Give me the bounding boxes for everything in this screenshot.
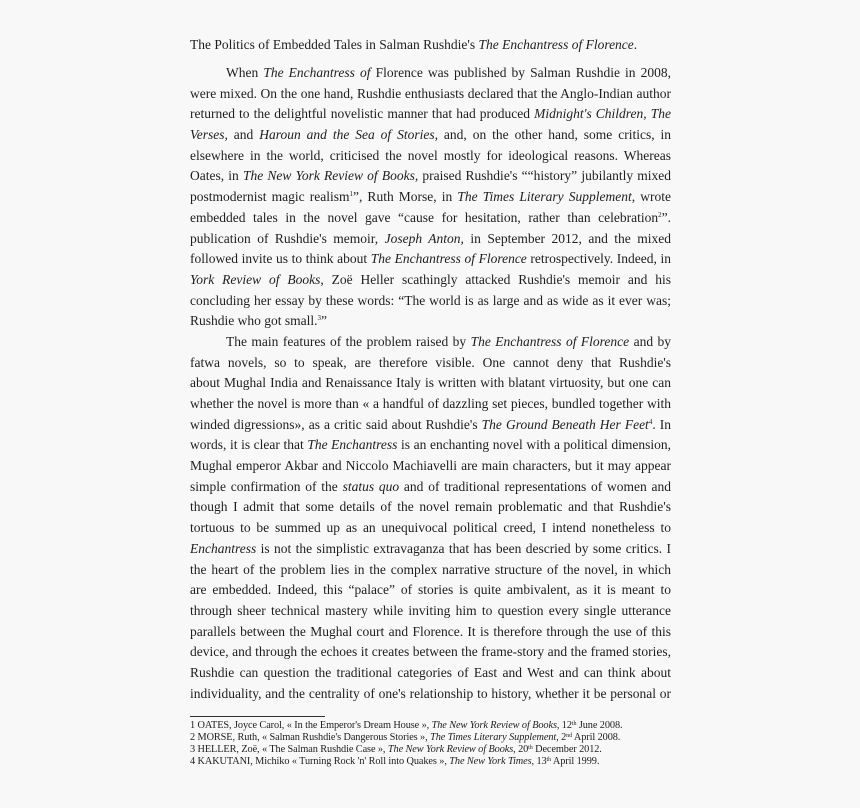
italic-text: Joseph Anton,: [384, 230, 464, 246]
text-line: [190, 353, 671, 374]
italic-text: The Enchantress of: [263, 65, 371, 80]
text-run: though I admit that some details of the novel remain problematic and that Rushdie's: [190, 499, 671, 515]
text-line: [190, 497, 671, 518]
paragraph: [190, 332, 671, 704]
text-line: [190, 125, 671, 146]
italic-text: The New York Review of Books,: [242, 168, 419, 184]
text-run: whether the novel is more than « a handful of dazzling set pieces, bundled together with: [190, 396, 671, 411]
italic-text: The Enchantress of Florence: [478, 37, 634, 52]
text-run: and: [227, 127, 260, 143]
text-line: [190, 580, 671, 601]
italic-text: The Times Literary Supplement,: [430, 732, 559, 743]
text-line: [190, 311, 671, 332]
text-run: 1 OATES, Joyce Carol, « In the Emperor's Dream House »,: [190, 720, 432, 731]
footnote: [190, 744, 622, 756]
text-run: are embedded. Indeed, this “palace” of stories is quite ambivalent, as it is meant to: [190, 582, 671, 598]
text-run: ”.: [661, 209, 671, 225]
text-run: praised Rushdie's ““history” jubilantly mixed: [422, 168, 671, 184]
text-run: June 2008.: [576, 720, 623, 731]
text-run: embedded tales in the novel gave “cause for hesitation, rather than celebration: [190, 209, 659, 225]
text-run: words, it is clear that: [190, 437, 308, 453]
italic-text: The New York Review of Books: [431, 720, 557, 731]
italic-text: The New York Times: [449, 756, 532, 767]
text-line: [190, 601, 671, 622]
text-run: When: [226, 65, 264, 80]
footnote: [190, 732, 622, 744]
text-run: April 1999.: [551, 756, 600, 767]
footnote-reference: 4: [648, 417, 653, 426]
text-run: 2 MORSE, Ruth, « Salman Rushdie's Dangerous Stories »,: [190, 732, 431, 743]
text-run: followed invite us to think about: [190, 251, 371, 267]
text-run: Oates, in: [190, 168, 243, 184]
text-run: simple confirmation of the: [190, 478, 343, 494]
text-line: [190, 84, 671, 105]
italic-text: The Enchantress of Florence: [370, 251, 527, 267]
text-line: [190, 291, 671, 312]
text-run: , 13: [531, 756, 547, 767]
text-line: [190, 187, 671, 208]
text-run: .: [633, 37, 638, 52]
footnote-reference: nd: [566, 733, 572, 739]
text-run: , 20: [513, 744, 529, 755]
footnote-divider: [190, 716, 325, 717]
text-run: about Mughal India and Renaissance Italy is written with blatant virtuosity, but one can: [190, 375, 671, 391]
text-run: December 2012.: [532, 744, 602, 755]
text-line: [190, 415, 671, 436]
text-line: [190, 249, 671, 270]
text-run: Florence was published by Salman Rushdie in 2008,: [375, 65, 671, 80]
text-run: in September 2012, and the mixed: [470, 230, 671, 246]
text-run: . In: [652, 416, 671, 432]
italic-text: The Times Literary Supplement,: [457, 189, 636, 205]
text-run: the heart of the problem lies in the complex narrative structure of the novel, in which: [190, 561, 671, 577]
text-run: wrote: [640, 189, 671, 205]
footnote-reference: th: [528, 745, 533, 751]
text-line: [190, 456, 671, 477]
text-run: concluding her essay by these words: “The world is as large and as wide as it ever was;: [190, 292, 671, 308]
text-line: [190, 208, 671, 229]
footnote: [190, 756, 622, 768]
text-line: [190, 166, 671, 187]
text-run: Rushdie can question the traditional categories of East and West and can think about: [190, 664, 671, 680]
text-run: publication of Rushdie's memoir,: [190, 230, 385, 246]
text-run: winded digressions», as a critic said about Rushdie's: [190, 416, 482, 432]
text-run: and of traditional representations of women and: [403, 478, 671, 494]
text-run: retrospectively. Indeed, in: [526, 251, 671, 267]
italic-text: York Review of Books: [190, 271, 321, 287]
text-run: 2: [558, 732, 567, 743]
text-run: , Zoë Heller scathingly attacked Rushdie's memoir and his: [320, 271, 671, 287]
italic-text: Enchantress: [190, 540, 257, 556]
document-title: [190, 37, 637, 53]
text-run: fatwa novels, so to speak, are therefore visible. One cannot deny that Rushdie's: [190, 354, 671, 370]
footnotes: [190, 720, 622, 768]
text-line: [190, 642, 671, 663]
text-run: tortuous to be summed up as an unequivocal political creed, I intend nonetheless to: [190, 520, 671, 536]
footnote-reference: 1: [349, 190, 353, 199]
text-run: were mixed. On the one hand, Rushdie enthusiasts declared that the Anglo-Indian author: [190, 85, 671, 101]
text-line: [190, 146, 671, 167]
text-run: The main features of the problem raised by: [226, 333, 471, 349]
footnote: [190, 720, 622, 732]
text-line: [190, 270, 671, 291]
text-line: [190, 229, 671, 250]
text-run: The Politics of Embedded Tales in Salman Rushdie's: [190, 37, 479, 52]
italic-text: The Enchantress of Florence: [470, 333, 630, 349]
text-line: [190, 560, 671, 581]
text-run: ”: [321, 313, 327, 329]
text-line: [190, 477, 671, 498]
text-run: 3 HELLER, Zoë, « The Salman Rushdie Case »,: [190, 744, 388, 755]
text-run: April 2008.: [571, 732, 621, 743]
text-run: 4 KAKUTANI, Michiko « Turning Rock 'n' Roll into Quakes »,: [190, 756, 450, 767]
text-run: through sheer technical mastery while inviting him to question every single utterance: [190, 602, 671, 618]
text-line: [190, 684, 671, 705]
text-run: Mughal emperor Akbar and Niccolo Machiavelli are main characters, but it may appear: [190, 458, 671, 474]
italic-text: The Ground Beneath Her Feet: [481, 416, 649, 432]
text-run: elsewhere in the world, criticised the novel mostly for ideological reasons. Whereas: [190, 147, 671, 163]
text-run: and, on the other hand, some critics, in: [443, 127, 671, 143]
text-run: postmodernist magic realism: [190, 189, 350, 205]
italic-text: The Enchantress: [307, 437, 398, 453]
footnote-reference: 2: [658, 210, 662, 219]
text-line: [190, 518, 671, 539]
text-line: [190, 622, 671, 643]
italic-text: Haroun and the Sea of Stories,: [259, 127, 438, 143]
text-run: is an enchanting novel with a political dimension,: [401, 437, 671, 453]
text-line: [190, 332, 671, 353]
text-line: [190, 539, 671, 560]
text-run: Rushdie who got small.: [190, 313, 318, 329]
text-run: , 12: [556, 720, 572, 731]
text-run: is not the simplistic extravaganza that has been descried by some critics. I: [260, 540, 671, 556]
footnote-reference: th: [546, 757, 552, 763]
text-run: device, and through the echoes it creates between the frame-story and the framed stories,: [190, 644, 671, 660]
text-line: [190, 104, 671, 125]
italic-text: Verses,: [190, 127, 228, 143]
text-run: parallels between the Mughal court and Florence. It is therefore through the use of this: [190, 623, 671, 639]
italic-text: Midnight's Children, The: [534, 106, 671, 122]
text-run: and by: [633, 333, 671, 349]
italic-text: status quo: [342, 478, 400, 494]
text-run: individuality, and the centrality of one's relationship to history, whether it be personal or: [190, 685, 671, 701]
text-line: [190, 373, 671, 394]
text-run: returned to the delightful novelistic manner that had produced: [190, 106, 535, 122]
text-run: ”, Ruth Morse, in: [352, 189, 458, 205]
document-body: [190, 63, 671, 704]
text-line: [190, 63, 671, 84]
text-line: [190, 394, 671, 415]
footnote-reference: th: [571, 721, 577, 727]
footnote-reference: 3: [317, 314, 321, 323]
text-line: [190, 663, 671, 684]
paragraph: [190, 63, 671, 332]
italic-text: The New York Review of Books: [387, 744, 514, 755]
text-line: [190, 435, 671, 456]
